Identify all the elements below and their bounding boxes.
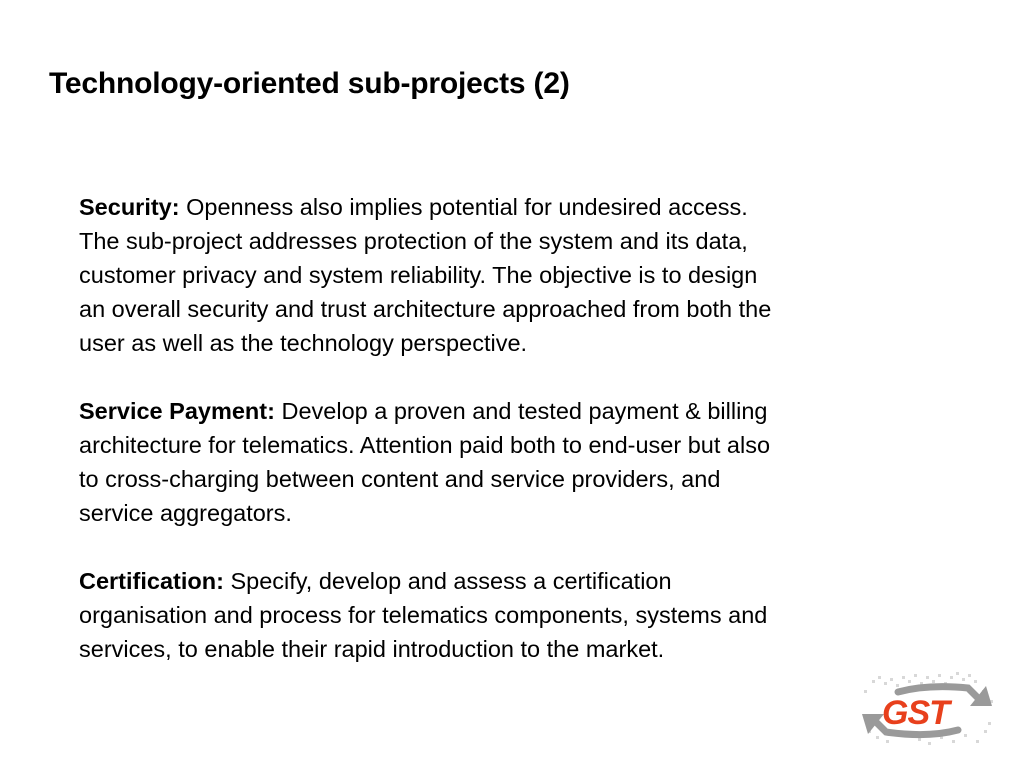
logo-text: GST — [882, 694, 949, 732]
paragraph-line: customer privacy and system reliability. The objective is to design — [79, 262, 758, 288]
paragraph-line: organisation and process for telematics components, systems and — [79, 602, 768, 628]
slide-body — [79, 190, 959, 700]
gst-logo-icon — [858, 670, 996, 750]
paragraph-line: an overall security and trust architecture approached from both the — [79, 296, 772, 322]
paragraph-line: service aggregators. — [79, 500, 292, 526]
paragraph-line: The sub-project addresses protection of the system and its data, — [79, 228, 748, 254]
paragraph-line: to cross-charging between content and service providers, and — [79, 466, 721, 492]
paragraph-security — [79, 190, 959, 360]
paragraph-term: Certification: — [79, 568, 224, 594]
paragraph-line: user as well as the technology perspective. — [79, 330, 528, 356]
paragraph-line: services, to enable their rapid introduction to the market. — [79, 636, 665, 662]
paragraph-term: Security: — [79, 194, 180, 220]
slide-title: Technology-oriented sub-projects (2) — [49, 67, 570, 100]
paragraph-line: architecture for telematics. Attention paid both to end-user but also — [79, 432, 771, 458]
paragraph-line: Develop a proven and tested payment & billing — [274, 398, 768, 424]
paragraph-line: Specify, develop and assess a certification — [223, 568, 672, 594]
paragraph-term: Service Payment: — [79, 398, 275, 424]
paragraph-service-payment — [79, 394, 959, 530]
paragraph-line: Openness also implies potential for undesired access. — [179, 194, 748, 220]
paragraph-certification — [79, 564, 959, 666]
